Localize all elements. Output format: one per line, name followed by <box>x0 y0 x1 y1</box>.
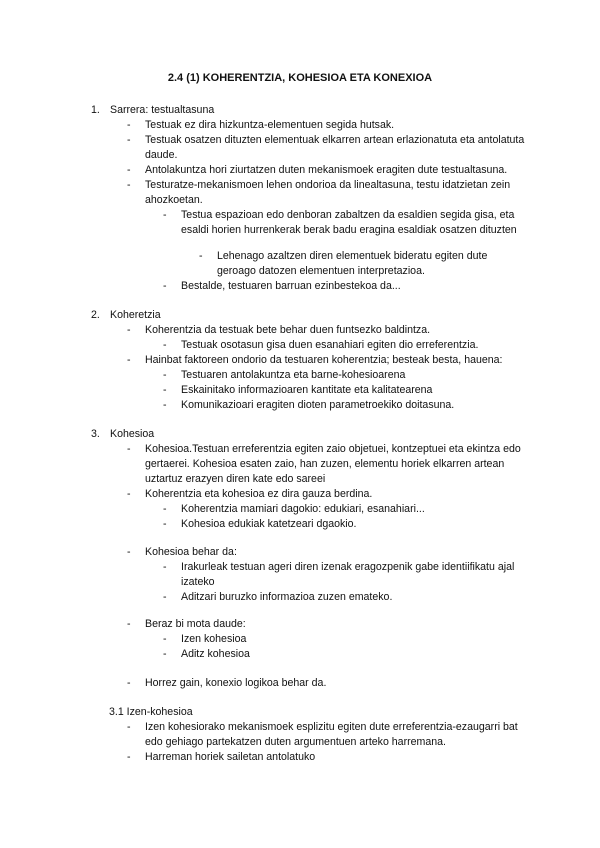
list-item: - Izen kohesioa <box>163 633 247 645</box>
list-item: - Testua espazioan edo denboran zabaltzen da esaldien segida gisa, eta esaldi horien hurrenkerak berak badu eragina esaldiak osatzen dituzten <box>163 209 517 236</box>
list-item: - Aditzari buruzko informazioa zuzen emateko. <box>163 591 393 603</box>
list-item: - Horrez gain, konexio logikoa behar da. <box>127 677 327 689</box>
subsection-heading: 3.1 Izen-kohesioa <box>109 706 193 718</box>
list-item: - Komunikazioari eragiten dioten parametroekiko doitasuna. <box>163 399 455 411</box>
list-item: - Lehenago azaltzen diren elementuek bideratu egiten dute geroago datozen elementuen interpretazioa. <box>199 250 488 277</box>
section-heading-3 <box>91 427 154 442</box>
list-item: - Kohesioa edukiak katetzeari dgaokio. <box>163 518 357 530</box>
list-item: - Izen kohesiorako mekanismoek esplizitu egiten dute erreferentzia-ezaugarri bat edo gehiago partekatzen duten argumentuen arteko harremana. <box>127 721 518 748</box>
list-item: - Eskainitako informazioaren kantitate eta kalitatearena <box>163 384 433 396</box>
list-item: - Harreman horiek sailetan antolatuko <box>127 751 316 763</box>
list-item: - Koherentzia mamiari dagokio: edukiari, esanahiari... <box>163 503 425 515</box>
document-title: 2.4 (1) KOHERENTZIA, KOHESIOA ETA KONEXIOA <box>167 72 433 84</box>
section-number: 2. <box>91 309 100 321</box>
section-heading-text: Koheretzia <box>110 309 161 321</box>
list-item: - Kohesioa.Testuan erreferentzia egiten zaio objetuei, kontzeptuei eta ekintza edo gertaerei. Kohesioa esaten zaio, han zuzen, elementu horiek elkarren artean uztartuz erazyen diren kate edo sareei <box>127 443 521 485</box>
section-heading-1 <box>91 103 214 118</box>
list-item: - Antolakuntza hori ziurtatzen duten mekanismoek eragiten dute testualtasuna. <box>127 164 508 176</box>
section-heading-text: Sarrera: testualtasuna <box>110 104 215 116</box>
list-item: - Koherentzia eta kohesioa ez dira gauza berdina. <box>127 488 373 500</box>
list-item: - Testuratze-mekanismoen lehen ondorioa da linealtasuna, testu idatzietan zein ahozkoetan. <box>127 179 511 206</box>
list-item: - Testuaren antolakuntza eta barne-kohesioarena <box>163 369 406 381</box>
list-item: - Koherentzia da testuak bete behar duen funtsezko baldintza. <box>127 324 431 336</box>
section-number: 1. <box>91 104 100 116</box>
list-item: - Beraz bi mota daude: <box>127 618 246 630</box>
list-item: - Aditz kohesioa <box>163 648 250 660</box>
list-item: - Kohesioa behar da: <box>127 546 237 558</box>
section-heading-2 <box>91 308 161 323</box>
section-number: 3. <box>91 428 100 440</box>
list-item: - Hainbat faktoreen ondorio da testuaren koherentzia; besteak besta, hauena: <box>127 354 503 366</box>
list-item: - Bestalde, testuaren barruan ezinbestekoa da... <box>163 280 401 292</box>
section-heading-text: Kohesioa <box>110 428 155 440</box>
list-item: - Testuak osatzen dituzten elementuak elkarren artean erlazionatuta eta antolatuta daude. <box>127 134 525 161</box>
list-item: - Testuak ez dira hizkuntza-elementuen segida hutsak. <box>127 119 395 131</box>
list-item: - Irakurleak testuan ageri diren izenak eragozpenik gabe identiifikatu ajal izateko <box>163 561 515 588</box>
list-item: - Testuak osotasun gisa duen esanahiari egiten dio erreferentzia. <box>163 339 479 351</box>
